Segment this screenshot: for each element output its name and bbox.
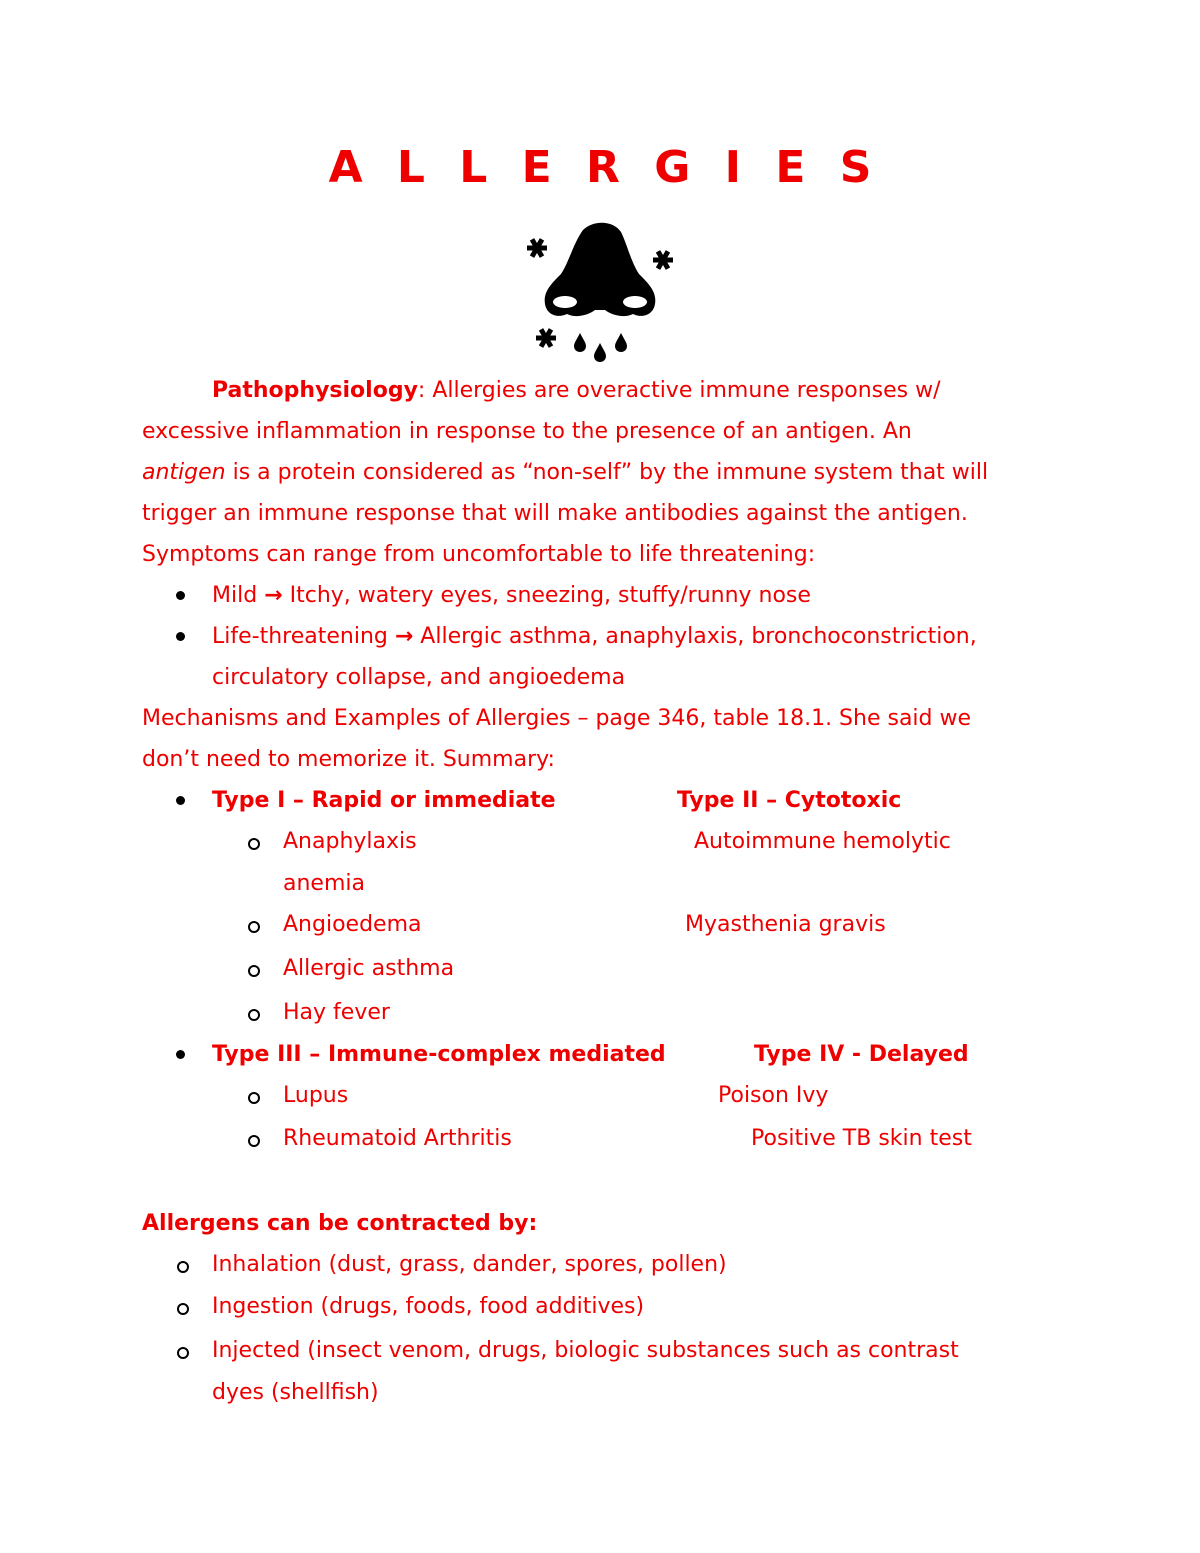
circle-bullet-icon	[177, 1347, 189, 1359]
allergens-heading: Allergens can be contracted by:	[142, 1211, 538, 1236]
page-title: ALLERGIES	[328, 142, 906, 193]
type3-item-rheumatoid-arthritis: Rheumatoid Arthritis	[283, 1126, 512, 1151]
allergen-item-injected: Injected (insect venom, drugs, biologic substances such as contrast	[212, 1338, 959, 1363]
intro-line-2: excessive inflammation in response to the presence of an antigen. An	[142, 419, 912, 444]
type4-heading: Type IV - Delayed	[754, 1042, 969, 1067]
symptom-label: Mild	[212, 583, 265, 608]
allergen-item-inhalation: Inhalation (dust, grass, dander, spores, pollen)	[212, 1252, 727, 1277]
bullet-icon	[176, 591, 185, 600]
type4-item-poison-ivy: Poison Ivy	[718, 1083, 829, 1108]
type3-heading: Type III – Immune-complex mediated	[212, 1042, 666, 1067]
type2-item-autoimmune-hemolytic: Autoimmune hemolytic	[694, 829, 951, 854]
circle-bullet-icon	[248, 965, 260, 977]
circle-bullet-icon	[248, 838, 260, 850]
symptom-text: Allergic asthma, anaphylaxis, bronchoconstriction,	[413, 624, 977, 649]
type1-item-allergic-asthma: Allergic asthma	[283, 956, 455, 981]
intro-line-5: Symptoms can range from uncomfortable to life threatening:	[142, 542, 816, 567]
circle-bullet-icon	[248, 921, 260, 933]
type1-heading: Type I – Rapid or immediate	[212, 788, 556, 813]
type2-heading: Type II – Cytotoxic	[677, 788, 902, 813]
arrow-icon: →	[264, 583, 283, 608]
symptom-item-mild	[212, 575, 811, 616]
intro-line-1	[212, 370, 941, 411]
circle-bullet-icon	[248, 1009, 260, 1021]
bullet-icon	[176, 1050, 185, 1059]
type2-item-myasthenia-gravis: Myasthenia gravis	[685, 912, 886, 937]
symptom-item-life-threatening	[212, 616, 977, 657]
type3-item-lupus: Lupus	[283, 1083, 349, 1108]
bullet-icon	[176, 632, 185, 641]
intro-line-3	[142, 452, 988, 493]
type1-item-anemia: anemia	[283, 871, 365, 896]
mechanisms-line-1: Mechanisms and Examples of Allergies – page 346, table 18.1. She said we	[142, 706, 972, 731]
bullet-icon	[176, 796, 185, 805]
intro-line-3-text: is a protein considered as “non-self” by the immune system that will	[225, 460, 989, 485]
runny-nose-icon	[515, 218, 685, 368]
circle-bullet-icon	[177, 1261, 189, 1273]
circle-bullet-icon	[248, 1135, 260, 1147]
type1-item-angioedema: Angioedema	[283, 912, 422, 937]
allergen-continuation: dyes (shellfish)	[212, 1380, 379, 1405]
type1-item-hay-fever: Hay fever	[283, 1000, 390, 1025]
intro-line-4: trigger an immune response that will make antibodies against the antigen.	[142, 501, 968, 526]
symptom-text: Itchy, watery eyes, sneezing, stuffy/runny nose	[282, 583, 811, 608]
intro-line-1-text: : Allergies are overactive immune responses w/	[417, 378, 941, 403]
symptom-continuation: circulatory collapse, and angioedema	[212, 665, 626, 690]
circle-bullet-icon	[177, 1303, 189, 1315]
symptom-label: Life-threatening	[212, 624, 395, 649]
type1-item-anaphylaxis: Anaphylaxis	[283, 829, 417, 854]
mechanisms-line-2: don’t need to memorize it. Summary:	[142, 747, 555, 772]
type4-item-tb-skin-test: Positive TB skin test	[751, 1126, 972, 1151]
arrow-icon: →	[394, 624, 414, 649]
allergen-item-ingestion: Ingestion (drugs, foods, food additives)	[212, 1294, 645, 1319]
pathophysiology-label: Pathophysiology	[212, 378, 418, 403]
antigen-term: antigen	[142, 460, 226, 485]
circle-bullet-icon	[248, 1092, 260, 1104]
